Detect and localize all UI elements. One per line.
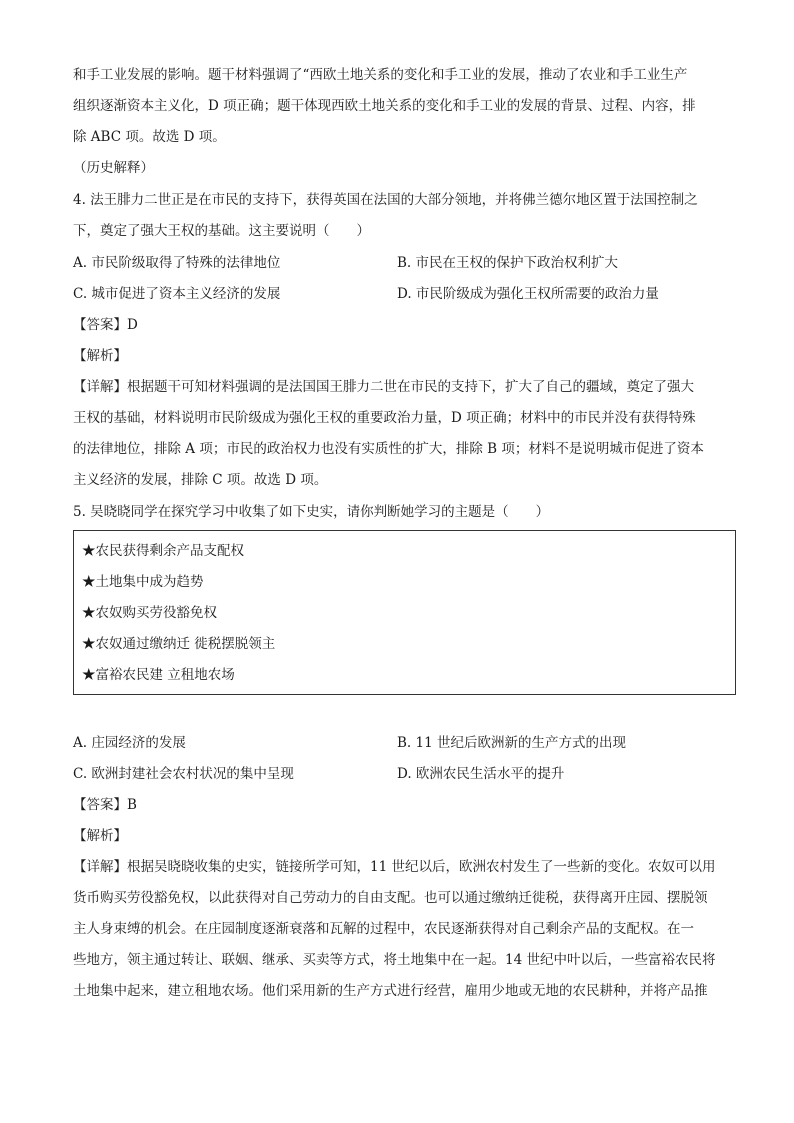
q4-option-a: A. 市民阶级取得了特殊的法律地位 [73,255,281,271]
q5-option-a: A. 庄园经济的发展 [73,735,186,751]
q5-detail-line-4: 些地方，领主通过转让、联姻、继承、买卖等方式，将土地集中在一起。14 世纪中叶以后，一些富裕农民将 [73,952,716,968]
q5-option-b: B. 11 世纪后欧洲新的生产方式的出现 [397,735,626,751]
q5-stem: 5. 吴晓晓同学在探究学习中收集了如下史实，请你判断她学习的主题是（ ） [73,504,550,520]
q4-stem-line-1: 4. 法王腓力二世正是在市民的支持下，获得英国在法国的大部分领地，并将佛兰德尔地区置于法国控制之 [73,192,698,208]
intro-line-1: 和手工业发展的影响。题干材料强调了“西欧土地关系的变化和手工业的发展，推动了农业和手工业生产 [73,67,688,83]
q5-analysis-label: 【解析】 [73,828,127,844]
q5-facts-box [73,530,736,695]
fact-item: ★农民获得剩余产品支配权 [82,543,244,559]
q5-answer: 【答案】B [73,797,137,813]
fact-item: ★富裕农民建 立租地农场 [82,667,235,683]
q4-detail-line-2: 王权的基础，材料说明市民阶级成为强化王权的重要政治力量，D 项正确；材料中的市民并没有获得特殊 [73,410,696,426]
intro-section-label: （历史解释） [73,160,154,176]
q4-detail-line-1: 【详解】根据题干可知材料强调的是法国国王腓力二世在市民的支持下，扩大了自己的疆域，奠定了强大 [73,379,694,395]
q5-detail-line-2: 货币购买劳役豁免权，以此获得对自己劳动力的自由支配。也可以通过缴纳迁徙税，获得离开庄园、摆脱领 [73,890,708,906]
fact-item: ★农奴通过缴纳迁 徙税摆脱领主 [82,636,276,652]
q5-option-c: C. 欧洲封建社会农村状况的集中呈现 [73,766,294,782]
q4-option-d: D. 市民阶级成为强化王权所需要的政治力量 [397,286,659,302]
intro-line-3: 除 ABC 项。故选 D 项。 [73,129,226,145]
q4-answer: 【答案】D [73,317,138,333]
q4-detail-line-4: 主义经济的发展，排除 C 项。故选 D 项。 [73,472,328,488]
q4-option-c: C. 城市促进了资本主义经济的发展 [73,286,281,302]
q4-stem-line-2: 下，奠定了强大王权的基础。这主要说明（ ） [73,223,370,239]
q5-detail-line-3: 主人身束缚的机会。在庄园制度逐渐衰落和瓦解的过程中，农民逐渐获得对自己剩余产品的支配权。在一 [73,921,694,937]
q5-option-d: D. 欧洲农民生活水平的提升 [397,766,565,782]
q5-detail-line-5: 土地集中起来，建立租地农场。他们采用新的生产方式进行经营，雇用少地或无地的农民耕种，并将产品推 [73,983,708,999]
intro-line-2: 组织逐渐资本主义化，D 项正确；题干体现西欧土地关系的变化和手工业的发展的背景、过程、内容，排 [73,98,696,114]
q4-analysis-label: 【解析】 [73,348,127,364]
fact-item: ★土地集中成为趋势 [82,574,204,590]
fact-item: ★农奴购买劳役豁免权 [82,605,217,621]
q5-detail-line-1: 【详解】根据吴晓晓收集的史实，链接所学可知，11 世纪以后，欧洲农村发生了一些新的变化。农奴可以用 [73,859,716,875]
q4-option-b: B. 市民在王权的保护下政治权利扩大 [397,255,619,271]
q4-detail-line-3: 的法律地位，排除 A 项；市民的政治权力也没有实质性的扩大，排除 B 项；材料不是说明城市促进了资本 [73,441,704,457]
